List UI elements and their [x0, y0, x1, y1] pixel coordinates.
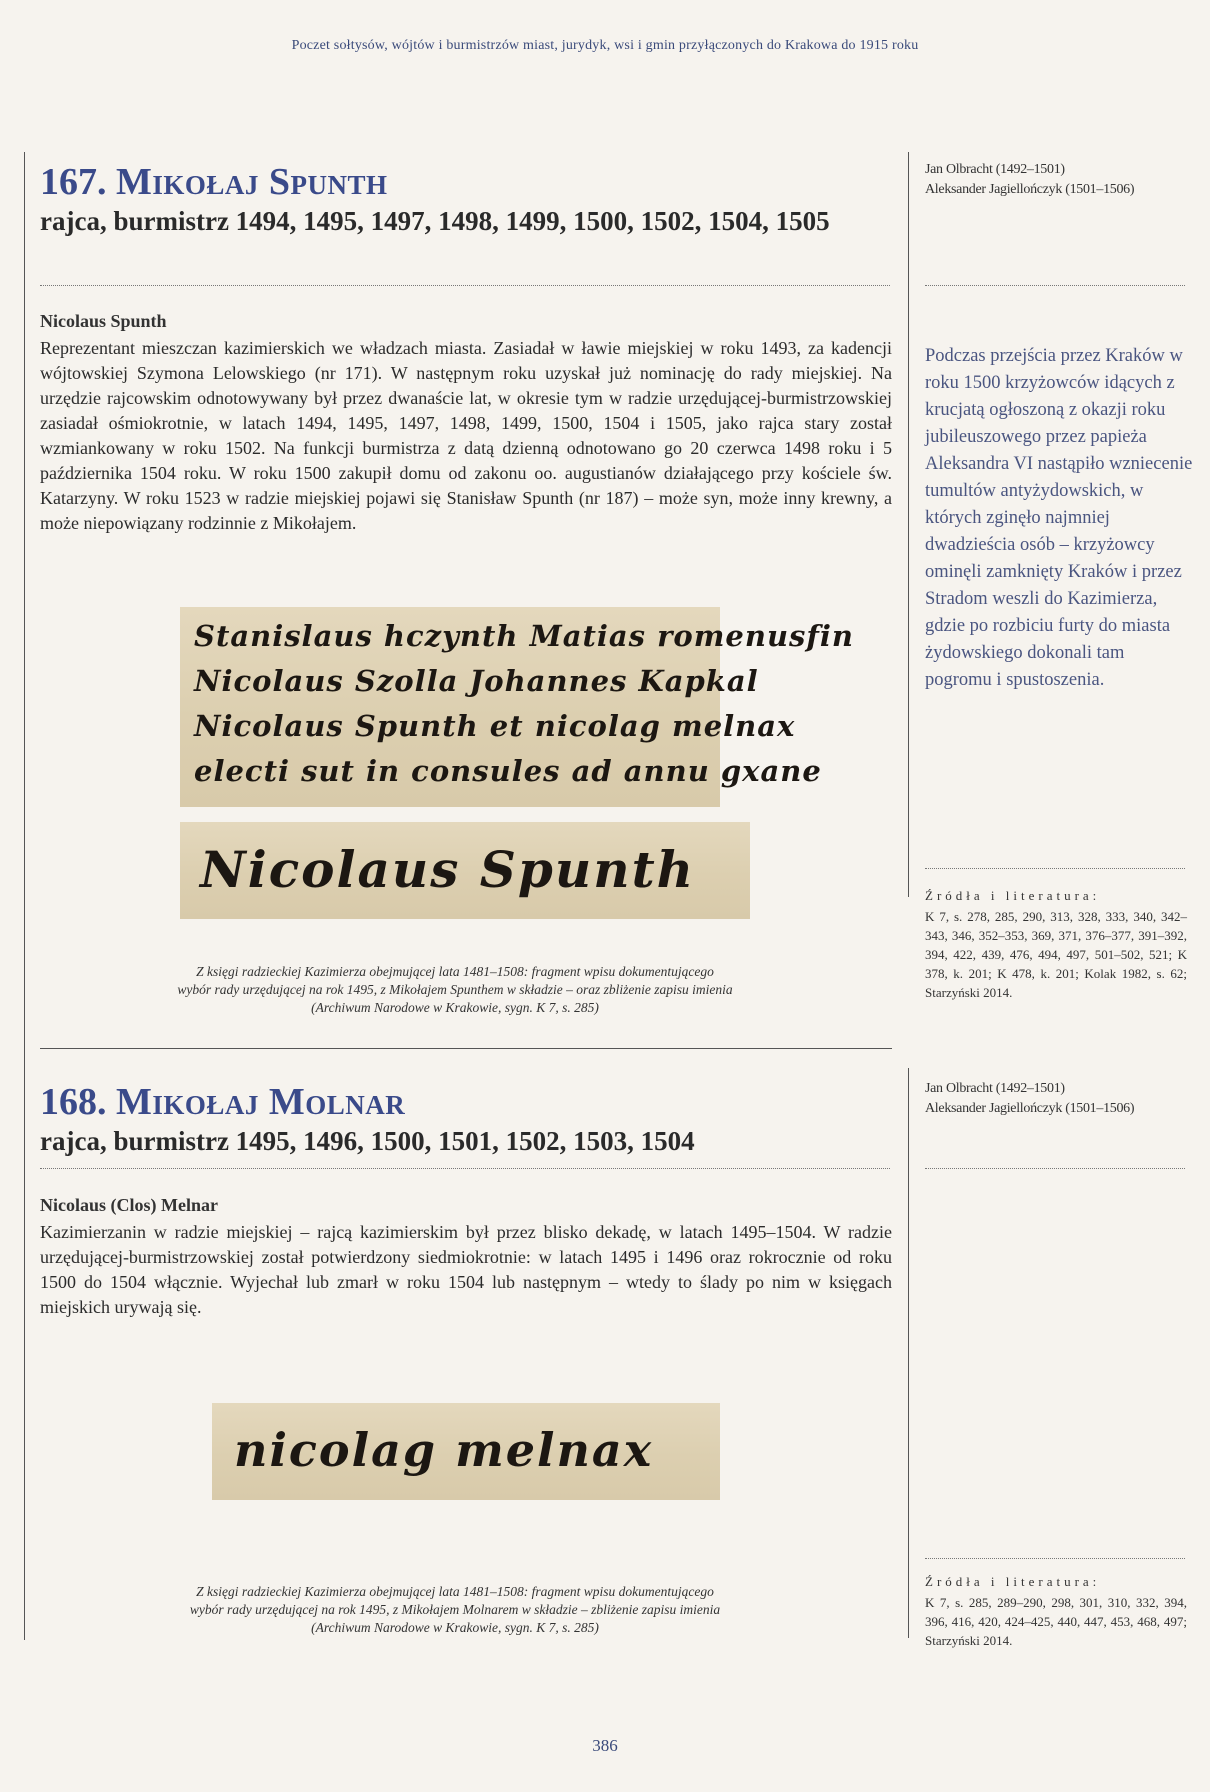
caption-line: Z księgi radzieckiej Kazimierza obejmującej lata 1481–1508: fragment wpisu dokumentującego [196, 1584, 714, 1599]
main-column-rule [24, 152, 25, 1640]
entry-separator [40, 1048, 892, 1049]
manuscript-fragment-image [180, 607, 854, 807]
ruler: Aleksander Jagiellończyk (1501–1506) [925, 1101, 1135, 1116]
manuscript-closeup-text: Nicolaus Spunth [200, 840, 696, 899]
manuscript-closeup-image [180, 822, 750, 919]
ruler: Jan Olbracht (1492–1501) [925, 162, 1065, 177]
caption-line: wybór rady urzędującej na rok 1495, z Mikołajem Molnarem w składzie – zbliżenie zapisu imienia [189, 1602, 721, 1617]
rulers-168 [925, 1079, 1134, 1119]
caption-line: wybór rady urzędującej na rok 1495, z Mikołajem Spunthem w składzie – oraz zbliżenie zapisu imienia [177, 982, 733, 997]
entry-body-167 [40, 336, 892, 536]
entry-body-168 [40, 1220, 892, 1320]
body-paragraph: Kazimierzanin w radzie miejskiej – rajcą kazimierskim był przez blisko dekadę, w latach 1495–1504. W radzie urzędującej-burmistrzowskiej został potwierdzony siedmiokrotnie: w latach 1495 i 1496 oraz rokrocznie od roku 1500 do 1504 włącznie. Wyjechał lub zmarł w roku 1504 lub następnym – wtedy to ślady po nim w księgach miejskich urywają się. [40, 1222, 892, 1317]
sources-title-168: Źródła i literatura: [925, 1574, 1101, 1589]
latin-name-167: Nicolaus Spunth [40, 311, 167, 331]
dotted-divider [40, 285, 890, 286]
running-header: Poczet sołtysów, wójtów i burmistrzów miast, jurydyk, wsi i gmin przyłączonych do Krakowa do 1915 roku [291, 38, 919, 53]
manuscript-line: Stanislaus hczynth Matias romenusfin [194, 619, 854, 653]
caption-line: (Archiwum Narodowe w Krakowie, sygn. K 7, s. 285) [311, 1620, 599, 1635]
sources-167: K 7, s. 278, 285, 290, 313, 328, 333, 340, 342–343, 346, 352–353, 369, 371, 376–377, 391–392, 394, 422, 439, 476, 494, 497, 501–502, 521; K 378, k. 201; K 478, k. 201; Kolak 1982, s. 62; Starzyński 2014. [925, 909, 1187, 1000]
caption-line: Z księgi radzieckiej Kazimierza obejmującej lata 1481–1508: fragment wpisu dokumentującego [196, 964, 714, 979]
caption-line: (Archiwum Narodowe w Krakowie, sygn. K 7, s. 285) [311, 1000, 599, 1015]
dotted-divider [40, 1168, 890, 1169]
entry-name: Mikołaj Molnar [116, 1081, 406, 1123]
sidebar-dotted-divider [925, 1168, 1185, 1169]
manuscript-closeup-image [212, 1403, 720, 1500]
manuscript-line: Nicolaus Spunth et nicolag melnax [194, 709, 796, 743]
entry-number: 168. [40, 1081, 107, 1123]
sidebar-rule-2 [908, 1068, 909, 1638]
rulers-167 [925, 160, 1134, 200]
ruler: Aleksander Jagiellończyk (1501–1506) [925, 182, 1135, 197]
manuscript-closeup-text: nicolag melnax [234, 1423, 654, 1477]
sidebar-dotted-divider [925, 868, 1185, 869]
figure-caption-167 [60, 963, 850, 1017]
entry-title-168 [40, 1083, 405, 1121]
ruler: Jan Olbracht (1492–1501) [925, 1081, 1065, 1096]
entry-name: Mikołaj Spunth [116, 161, 388, 203]
entry-title-167 [40, 163, 388, 201]
sidebar-dotted-divider [925, 1558, 1185, 1559]
page-number: 386 [592, 1736, 618, 1755]
entry-number: 167. [40, 161, 107, 203]
body-paragraph: Reprezentant mieszczan kazimierskich we władzach miasta. Zasiadał w ławie miejskiej w roku 1493, za kadencji wójtowskiej Szymona Lelowskiego (nr 171). W następnym roku uzyskał już nominację do rady miejskiej. Na urzędzie rajcowskim odnotowywany był przez dwanaście lat, w okresie tym w radzie urzędującej-burmistrzowskiej zasiadał ośmiokrotnie, w latach 1494, 1495, 1497, 1498, 1499, 1500, 1504 i 1505, jako rajca stary został wzmiankowany w roku 1502. Na funkcji burmistrza z datą dzienną odnotowano go 20 czerwca 1498 roku i 5 października 1504 roku. W roku 1500 zakupił domu od zakonu oo. augustianów działającego przy kościele św. Katarzyny. W roku 1523 w radzie miejskiej pojawi się Stanisław Spunth (nr 187) – może syn, może inny krewny, a może niepowiązany rodzinnie z Mikołajem. [40, 338, 892, 533]
manuscript-line: Nicolaus Szolla Johannes Kapkal [194, 664, 759, 698]
latin-name-168: Nicolaus (Clos) Melnar [40, 1195, 218, 1215]
sidebar-rule-1 [908, 152, 909, 897]
entry-subtitle-167: rajca, burmistrz 1494, 1495, 1497, 1498, 1499, 1500, 1502, 1504, 1505 [40, 206, 830, 236]
sidebar-note: Podczas przejścia przez Kraków w roku 1500 krzyżowców idących z krucjatą ogłoszoną z okazji roku jubileuszowego przez papieża Aleksandra VI nastąpiło wzniecenie tumultów antyżydowskich, w których zginęło najmniej dwadzieścia osób – krzyżowcy ominęli zamknięty Kraków i przez Stradom weszli do Kazimierza, gdzie po rozbiciu furty do miasta żydowskiego dokonali tam pogromu i spustoszenia. [925, 346, 1193, 690]
sources-title-167: Źródła i literatura: [925, 888, 1101, 903]
sidebar-dotted-divider [925, 285, 1185, 286]
entry-subtitle-168: rajca, burmistrz 1495, 1496, 1500, 1501, 1502, 1503, 1504 [40, 1126, 695, 1156]
sources-168: K 7, s. 285, 289–290, 298, 301, 310, 332, 394, 396, 416, 420, 424–425, 440, 447, 453, 468, 497; Starzyński 2014. [925, 1595, 1187, 1648]
figure-caption-168 [60, 1583, 850, 1637]
manuscript-line: electi sut in consules ad annu gxane [194, 754, 822, 788]
